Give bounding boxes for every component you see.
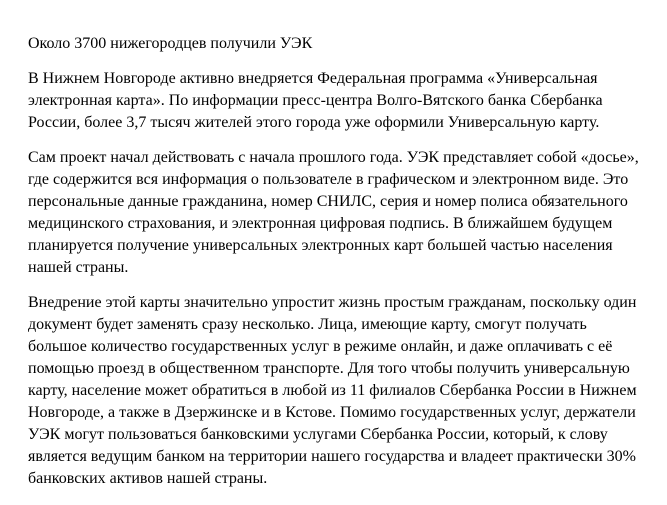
document-paragraph-1: В Нижнем Новгороде активно внедряется Федеральная программа «Универсальная электронная карта». По информации пресс-центра Волго-Вятского банка Сбербанка России, более 3,7 тысяч жителей этого города уже оформили Универсальную карту. — [28, 70, 603, 131]
document-paragraph-2: Сам проект начал действовать с начала прошлого года. УЭК представляет собой «досье», где содержится вся информация о пользователе в графическом и электронном виде. Это персональные данные гражданина, номер СНИЛС, серия и номер полиса обязательного медицинского страхования, и электронная цифровая подпись. В ближайшем будущем планируется получение универсальных электронных карт большей частью населения нашей страны. — [28, 149, 639, 276]
document-title: Около 3700 нижегородцев получили УЭК — [28, 35, 313, 52]
document-paragraph-3: Внедрение этой карты значительно упростит жизнь простым гражданам, поскольку один документ будет заменять сразу несколько. Лица, имеющие карту, смогут получать большое количество государственных услуг в режиме онлайн, и даже оплачивать с её помощью проезд в общественном транспорте. Для того чтобы получить универсальную карту, население может обратиться в любой из 11 филиалов Сбербанка России в Нижнем Новгороде, а также в Дзержинске и в Кстове. Помимо государственных услуг, держатели УЭК могут пользоваться банковскими услугами Сбербанка России, который, к слову является ведущим банком на территории нашего государства и владеет практически 30% банковских активов нашей страны. — [28, 294, 637, 487]
